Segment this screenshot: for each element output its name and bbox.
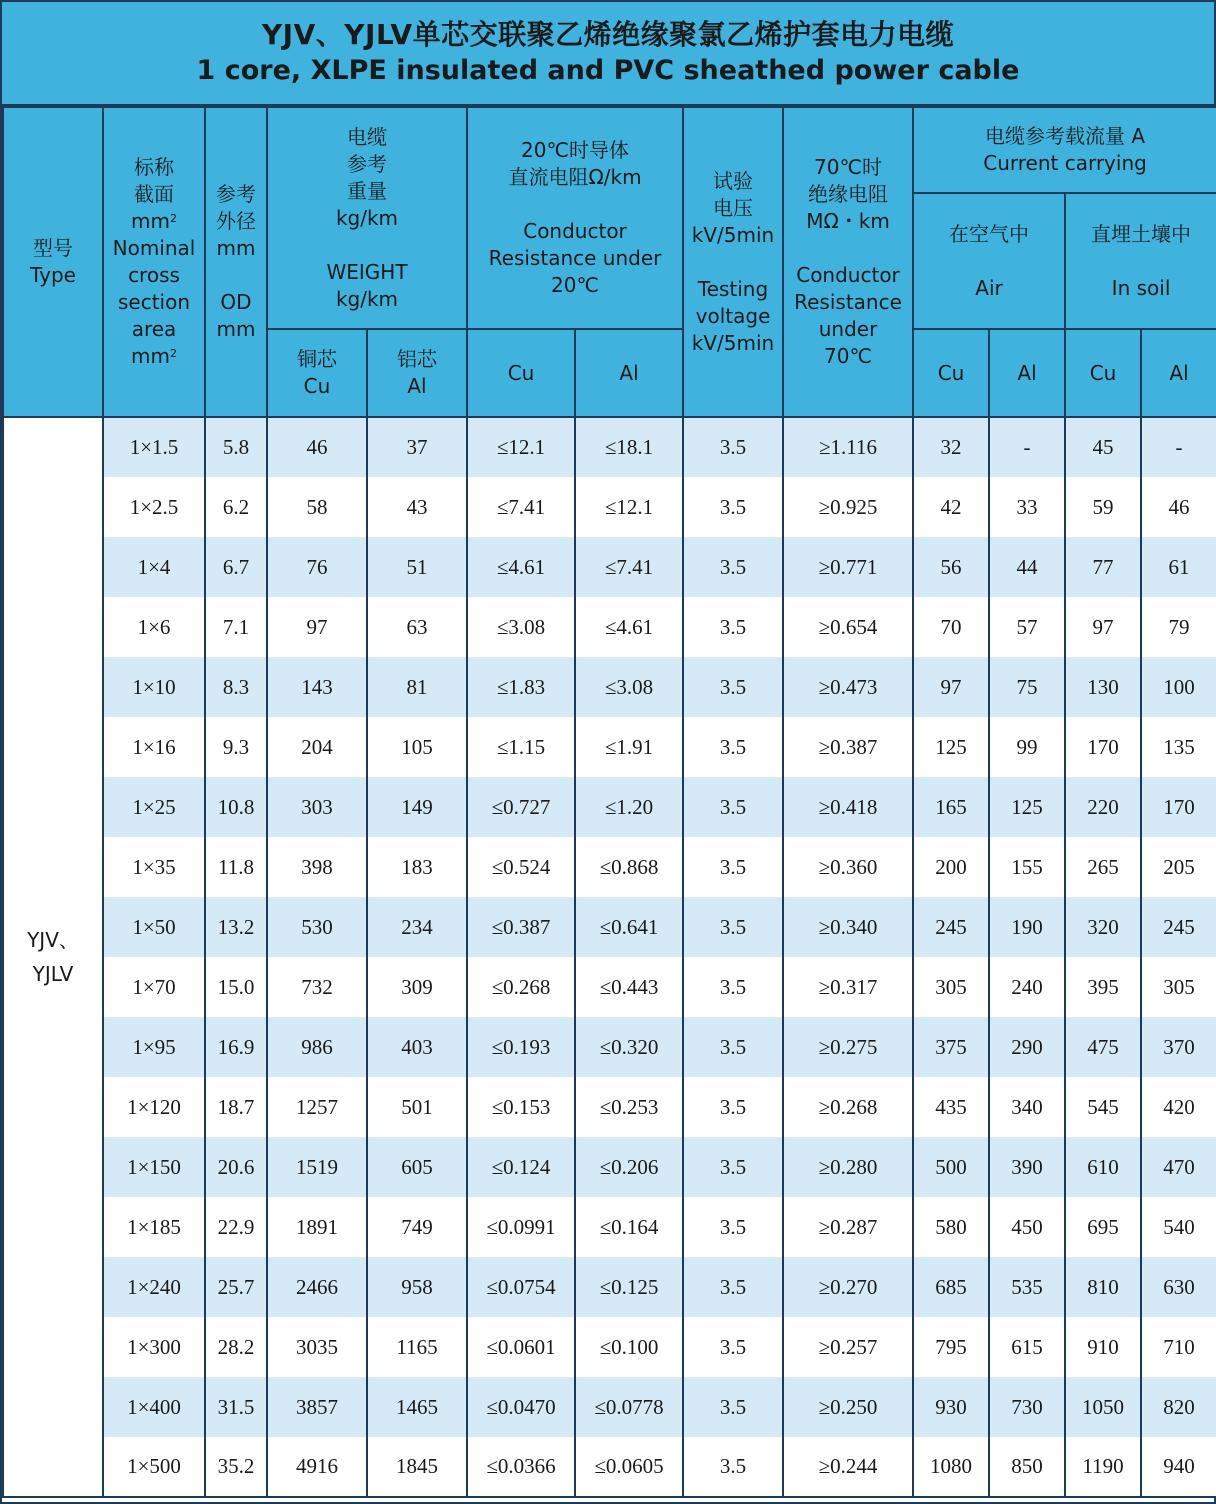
cell-res-cu: ≤0.0601 bbox=[467, 1317, 575, 1377]
cell-soil-cu: 910 bbox=[1065, 1317, 1141, 1377]
header-soil: 直埋土壤中 In soil bbox=[1065, 193, 1216, 329]
type-value-cell: YJV、 YJLV bbox=[3, 417, 103, 1497]
cell-soil-al: 305 bbox=[1141, 957, 1216, 1017]
cell-weight-al: 1845 bbox=[367, 1437, 467, 1497]
cell-test-voltage: 3.5 bbox=[683, 957, 783, 1017]
cell-insulation: ≥0.250 bbox=[783, 1377, 913, 1437]
cell-res-al: ≤0.100 bbox=[575, 1317, 683, 1377]
cell-section: 1×500 bbox=[103, 1437, 205, 1497]
cell-soil-al: 205 bbox=[1141, 837, 1216, 897]
cell-air-al: 450 bbox=[989, 1197, 1065, 1257]
title-chinese: YJV、YJLV单芯交联聚乙烯绝缘聚氯乙烯护套电力电缆 bbox=[261, 18, 955, 51]
cell-soil-al: 170 bbox=[1141, 777, 1216, 837]
cell-soil-cu: 475 bbox=[1065, 1017, 1141, 1077]
cell-res-al: ≤0.320 bbox=[575, 1017, 683, 1077]
cell-res-cu: ≤4.61 bbox=[467, 537, 575, 597]
cell-air-al: 390 bbox=[989, 1137, 1065, 1197]
cell-res-cu: ≤0.268 bbox=[467, 957, 575, 1017]
cell-soil-cu: 320 bbox=[1065, 897, 1141, 957]
cell-soil-cu: 220 bbox=[1065, 777, 1141, 837]
cell-weight-al: 149 bbox=[367, 777, 467, 837]
table-row bbox=[3, 657, 1216, 717]
cell-soil-cu: 97 bbox=[1065, 597, 1141, 657]
cell-air-cu: 165 bbox=[913, 777, 989, 837]
cell-section: 1×4 bbox=[103, 537, 205, 597]
cell-res-al: ≤12.1 bbox=[575, 477, 683, 537]
cell-soil-cu: 130 bbox=[1065, 657, 1141, 717]
cell-res-al: ≤0.641 bbox=[575, 897, 683, 957]
cell-soil-al: 61 bbox=[1141, 537, 1216, 597]
cell-section: 1×185 bbox=[103, 1197, 205, 1257]
cell-weight-al: 63 bbox=[367, 597, 467, 657]
cell-test-voltage: 3.5 bbox=[683, 777, 783, 837]
cell-section: 1×240 bbox=[103, 1257, 205, 1317]
table-row bbox=[3, 1077, 1216, 1137]
header-test-voltage: 试验 电压 kV/5min Testing voltage kV/5min bbox=[683, 107, 783, 417]
cell-res-cu: ≤12.1 bbox=[467, 417, 575, 477]
cell-od: 16.9 bbox=[205, 1017, 267, 1077]
cell-air-cu: 125 bbox=[913, 717, 989, 777]
cell-insulation: ≥0.418 bbox=[783, 777, 913, 837]
cell-weight-cu: 3857 bbox=[267, 1377, 367, 1437]
cell-air-cu: 685 bbox=[913, 1257, 989, 1317]
cell-soil-al: 940 bbox=[1141, 1437, 1216, 1497]
cell-air-al: 33 bbox=[989, 477, 1065, 537]
cell-soil-cu: 45 bbox=[1065, 417, 1141, 477]
table-row bbox=[3, 957, 1216, 1017]
cell-res-cu: ≤0.0470 bbox=[467, 1377, 575, 1437]
cell-section: 1×35 bbox=[103, 837, 205, 897]
cell-test-voltage: 3.5 bbox=[683, 1377, 783, 1437]
cell-weight-al: 605 bbox=[367, 1137, 467, 1197]
cell-res-al: ≤0.125 bbox=[575, 1257, 683, 1317]
header-resistance: 20℃时导体 直流电阻Ω/km Conductor Resistance under 20℃ bbox=[467, 107, 683, 329]
cell-res-cu: ≤1.83 bbox=[467, 657, 575, 717]
cell-air-cu: 375 bbox=[913, 1017, 989, 1077]
cell-od: 9.3 bbox=[205, 717, 267, 777]
cell-air-cu: 580 bbox=[913, 1197, 989, 1257]
cell-res-cu: ≤0.727 bbox=[467, 777, 575, 837]
cell-weight-cu: 3035 bbox=[267, 1317, 367, 1377]
cell-weight-al: 403 bbox=[367, 1017, 467, 1077]
table-body bbox=[3, 417, 1216, 1497]
table-row bbox=[3, 597, 1216, 657]
cell-od: 10.8 bbox=[205, 777, 267, 837]
cell-od: 31.5 bbox=[205, 1377, 267, 1437]
table-row bbox=[3, 837, 1216, 897]
cell-od: 6.2 bbox=[205, 477, 267, 537]
cell-weight-cu: 530 bbox=[267, 897, 367, 957]
header-insulation: 70℃时 绝缘电阻 MΩ・km Conductor Resistance under 70℃ bbox=[783, 107, 913, 417]
cell-od: 5.8 bbox=[205, 417, 267, 477]
cell-weight-cu: 58 bbox=[267, 477, 367, 537]
cell-air-cu: 930 bbox=[913, 1377, 989, 1437]
cell-soil-al: 135 bbox=[1141, 717, 1216, 777]
cell-weight-cu: 76 bbox=[267, 537, 367, 597]
cell-test-voltage: 3.5 bbox=[683, 477, 783, 537]
cell-weight-cu: 143 bbox=[267, 657, 367, 717]
cell-weight-al: 105 bbox=[367, 717, 467, 777]
cell-soil-al: - bbox=[1141, 417, 1216, 477]
cell-res-al: ≤4.61 bbox=[575, 597, 683, 657]
cell-section: 1×2.5 bbox=[103, 477, 205, 537]
cell-weight-al: 51 bbox=[367, 537, 467, 597]
cell-air-al: 44 bbox=[989, 537, 1065, 597]
cell-weight-cu: 4916 bbox=[267, 1437, 367, 1497]
cell-od: 8.3 bbox=[205, 657, 267, 717]
cell-test-voltage: 3.5 bbox=[683, 1077, 783, 1137]
cell-od: 25.7 bbox=[205, 1257, 267, 1317]
cell-od: 28.2 bbox=[205, 1317, 267, 1377]
cell-air-al: 190 bbox=[989, 897, 1065, 957]
cell-air-al: 155 bbox=[989, 837, 1065, 897]
cell-soil-al: 820 bbox=[1141, 1377, 1216, 1437]
cell-test-voltage: 3.5 bbox=[683, 657, 783, 717]
table-row bbox=[3, 537, 1216, 597]
cell-res-cu: ≤0.124 bbox=[467, 1137, 575, 1197]
cell-insulation: ≥0.654 bbox=[783, 597, 913, 657]
cell-air-al: 57 bbox=[989, 597, 1065, 657]
cell-weight-cu: 1257 bbox=[267, 1077, 367, 1137]
header-soil-al: Al bbox=[1141, 329, 1216, 417]
cell-weight-cu: 97 bbox=[267, 597, 367, 657]
cell-insulation: ≥0.387 bbox=[783, 717, 913, 777]
cell-soil-al: 370 bbox=[1141, 1017, 1216, 1077]
cell-insulation: ≥0.275 bbox=[783, 1017, 913, 1077]
cell-soil-cu: 1190 bbox=[1065, 1437, 1141, 1497]
cell-insulation: ≥0.360 bbox=[783, 837, 913, 897]
cell-insulation: ≥0.340 bbox=[783, 897, 913, 957]
cell-air-cu: 795 bbox=[913, 1317, 989, 1377]
table-header bbox=[3, 107, 1216, 417]
table-row bbox=[3, 417, 1216, 477]
cell-air-al: 290 bbox=[989, 1017, 1065, 1077]
header-weight-cu: 铜芯 Cu bbox=[267, 329, 367, 417]
cell-soil-cu: 695 bbox=[1065, 1197, 1141, 1257]
cell-test-voltage: 3.5 bbox=[683, 537, 783, 597]
cell-res-al: ≤0.868 bbox=[575, 837, 683, 897]
cell-weight-cu: 46 bbox=[267, 417, 367, 477]
title-english: 1 core, XLPE insulated and PVC sheathed power cable bbox=[196, 55, 1020, 86]
cell-test-voltage: 3.5 bbox=[683, 717, 783, 777]
cell-res-al: ≤1.91 bbox=[575, 717, 683, 777]
cell-air-cu: 97 bbox=[913, 657, 989, 717]
cell-section: 1×16 bbox=[103, 717, 205, 777]
cell-test-voltage: 3.5 bbox=[683, 1197, 783, 1257]
cell-test-voltage: 3.5 bbox=[683, 1017, 783, 1077]
cell-res-cu: ≤0.193 bbox=[467, 1017, 575, 1077]
cell-test-voltage: 3.5 bbox=[683, 1137, 783, 1197]
cell-air-cu: 1080 bbox=[913, 1437, 989, 1497]
cell-weight-al: 501 bbox=[367, 1077, 467, 1137]
cell-section: 1×70 bbox=[103, 957, 205, 1017]
cell-od: 22.9 bbox=[205, 1197, 267, 1257]
cell-insulation: ≥0.771 bbox=[783, 537, 913, 597]
cell-od: 7.1 bbox=[205, 597, 267, 657]
header-weight-al: 铝芯 Al bbox=[367, 329, 467, 417]
cell-res-al: ≤1.20 bbox=[575, 777, 683, 837]
table-row bbox=[3, 1197, 1216, 1257]
cell-weight-al: 958 bbox=[367, 1257, 467, 1317]
cell-weight-al: 1465 bbox=[367, 1377, 467, 1437]
cell-weight-al: 37 bbox=[367, 417, 467, 477]
cell-res-cu: ≤1.15 bbox=[467, 717, 575, 777]
cell-section: 1×120 bbox=[103, 1077, 205, 1137]
header-res-cu: Cu bbox=[467, 329, 575, 417]
cell-air-cu: 245 bbox=[913, 897, 989, 957]
cell-weight-al: 43 bbox=[367, 477, 467, 537]
cell-air-cu: 435 bbox=[913, 1077, 989, 1137]
cell-insulation: ≥1.116 bbox=[783, 417, 913, 477]
cell-test-voltage: 3.5 bbox=[683, 1437, 783, 1497]
table-row bbox=[3, 1377, 1216, 1437]
cell-air-al: 125 bbox=[989, 777, 1065, 837]
cell-od: 13.2 bbox=[205, 897, 267, 957]
cell-od: 15.0 bbox=[205, 957, 267, 1017]
header-soil-cu: Cu bbox=[1065, 329, 1141, 417]
cell-air-al: 240 bbox=[989, 957, 1065, 1017]
cell-air-cu: 32 bbox=[913, 417, 989, 477]
cell-res-cu: ≤0.0991 bbox=[467, 1197, 575, 1257]
cell-res-cu: ≤7.41 bbox=[467, 477, 575, 537]
cell-res-al: ≤0.443 bbox=[575, 957, 683, 1017]
cell-section: 1×6 bbox=[103, 597, 205, 657]
cell-section: 1×10 bbox=[103, 657, 205, 717]
cell-soil-cu: 545 bbox=[1065, 1077, 1141, 1137]
table-row bbox=[3, 777, 1216, 837]
cell-air-al: 535 bbox=[989, 1257, 1065, 1317]
header-air: 在空气中 Air bbox=[913, 193, 1065, 329]
cell-weight-cu: 303 bbox=[267, 777, 367, 837]
cell-soil-cu: 77 bbox=[1065, 537, 1141, 597]
cell-air-cu: 305 bbox=[913, 957, 989, 1017]
cell-res-al: ≤0.0605 bbox=[575, 1437, 683, 1497]
cell-air-al: 75 bbox=[989, 657, 1065, 717]
cell-section: 1×1.5 bbox=[103, 417, 205, 477]
cell-test-voltage: 3.5 bbox=[683, 1317, 783, 1377]
cell-air-cu: 42 bbox=[913, 477, 989, 537]
header-weight: 电缆 参考 重量 kg/km WEIGHT kg/km bbox=[267, 107, 467, 329]
cell-weight-cu: 398 bbox=[267, 837, 367, 897]
header-res-al: Al bbox=[575, 329, 683, 417]
cell-weight-cu: 2466 bbox=[267, 1257, 367, 1317]
cell-res-cu: ≤0.387 bbox=[467, 897, 575, 957]
table-row bbox=[3, 1257, 1216, 1317]
header-current: 电缆参考载流量 A Current carrying bbox=[913, 107, 1216, 193]
cell-air-cu: 200 bbox=[913, 837, 989, 897]
cell-air-al: 99 bbox=[989, 717, 1065, 777]
cell-res-al: ≤18.1 bbox=[575, 417, 683, 477]
cell-weight-cu: 1519 bbox=[267, 1137, 367, 1197]
cell-soil-cu: 59 bbox=[1065, 477, 1141, 537]
cell-section: 1×95 bbox=[103, 1017, 205, 1077]
cell-res-cu: ≤0.524 bbox=[467, 837, 575, 897]
cell-soil-al: 710 bbox=[1141, 1317, 1216, 1377]
table-row bbox=[3, 477, 1216, 537]
cell-air-al: 730 bbox=[989, 1377, 1065, 1437]
cell-weight-al: 81 bbox=[367, 657, 467, 717]
cell-air-al: - bbox=[989, 417, 1065, 477]
cell-test-voltage: 3.5 bbox=[683, 837, 783, 897]
cell-section: 1×25 bbox=[103, 777, 205, 837]
cell-test-voltage: 3.5 bbox=[683, 417, 783, 477]
cell-insulation: ≥0.257 bbox=[783, 1317, 913, 1377]
cell-soil-al: 630 bbox=[1141, 1257, 1216, 1317]
cell-soil-al: 540 bbox=[1141, 1197, 1216, 1257]
cell-res-cu: ≤0.0754 bbox=[467, 1257, 575, 1317]
cell-soil-al: 46 bbox=[1141, 477, 1216, 537]
cable-spec-table bbox=[2, 106, 1216, 1498]
cell-soil-al: 470 bbox=[1141, 1137, 1216, 1197]
cell-insulation: ≥0.268 bbox=[783, 1077, 913, 1137]
cell-weight-al: 309 bbox=[367, 957, 467, 1017]
cell-soil-cu: 265 bbox=[1065, 837, 1141, 897]
cell-section: 1×50 bbox=[103, 897, 205, 957]
cell-air-al: 850 bbox=[989, 1437, 1065, 1497]
header-section: 标称 截面 $mm^2$ Nominal cross section area $mm^2$ bbox=[103, 107, 205, 417]
cell-test-voltage: 3.5 bbox=[683, 597, 783, 657]
cell-od: 11.8 bbox=[205, 837, 267, 897]
cell-res-cu: ≤0.153 bbox=[467, 1077, 575, 1137]
cell-section: 1×300 bbox=[103, 1317, 205, 1377]
cell-air-cu: 56 bbox=[913, 537, 989, 597]
cell-insulation: ≥0.925 bbox=[783, 477, 913, 537]
cell-od: 20.6 bbox=[205, 1137, 267, 1197]
cell-soil-cu: 810 bbox=[1065, 1257, 1141, 1317]
cell-insulation: ≥0.287 bbox=[783, 1197, 913, 1257]
cell-res-al: ≤7.41 bbox=[575, 537, 683, 597]
cell-test-voltage: 3.5 bbox=[683, 897, 783, 957]
table-row bbox=[3, 897, 1216, 957]
table-row bbox=[3, 1137, 1216, 1197]
cell-soil-cu: 610 bbox=[1065, 1137, 1141, 1197]
cell-section: 1×400 bbox=[103, 1377, 205, 1437]
cell-soil-al: 79 bbox=[1141, 597, 1216, 657]
table-row bbox=[3, 1017, 1216, 1077]
cell-weight-al: 183 bbox=[367, 837, 467, 897]
cell-insulation: ≥0.270 bbox=[783, 1257, 913, 1317]
cell-res-al: ≤0.0778 bbox=[575, 1377, 683, 1437]
cell-weight-al: 1165 bbox=[367, 1317, 467, 1377]
header-air-cu: Cu bbox=[913, 329, 989, 417]
cell-weight-cu: 204 bbox=[267, 717, 367, 777]
cell-insulation: ≥0.317 bbox=[783, 957, 913, 1017]
cell-section: 1×150 bbox=[103, 1137, 205, 1197]
cell-air-cu: 500 bbox=[913, 1137, 989, 1197]
cell-weight-al: 234 bbox=[367, 897, 467, 957]
cell-air-cu: 70 bbox=[913, 597, 989, 657]
cell-od: 18.7 bbox=[205, 1077, 267, 1137]
cell-od: 35.2 bbox=[205, 1437, 267, 1497]
cell-weight-al: 749 bbox=[367, 1197, 467, 1257]
table-row bbox=[3, 1317, 1216, 1377]
header-type: 型号 Type bbox=[3, 107, 103, 417]
cell-soil-al: 245 bbox=[1141, 897, 1216, 957]
cell-insulation: ≥0.473 bbox=[783, 657, 913, 717]
header-air-al: Al bbox=[989, 329, 1065, 417]
cell-soil-cu: 170 bbox=[1065, 717, 1141, 777]
cell-air-al: 340 bbox=[989, 1077, 1065, 1137]
cell-res-cu: ≤3.08 bbox=[467, 597, 575, 657]
header-od: 参考 外径 mm OD mm bbox=[205, 107, 267, 417]
cell-res-al: ≤3.08 bbox=[575, 657, 683, 717]
cell-weight-cu: 1891 bbox=[267, 1197, 367, 1257]
cell-soil-al: 420 bbox=[1141, 1077, 1216, 1137]
cell-soil-cu: 395 bbox=[1065, 957, 1141, 1017]
cell-soil-al: 100 bbox=[1141, 657, 1216, 717]
cell-weight-cu: 986 bbox=[267, 1017, 367, 1077]
cell-res-al: ≤0.206 bbox=[575, 1137, 683, 1197]
table-row bbox=[3, 1437, 1216, 1497]
cell-res-al: ≤0.253 bbox=[575, 1077, 683, 1137]
cell-soil-cu: 1050 bbox=[1065, 1377, 1141, 1437]
cell-insulation: ≥0.244 bbox=[783, 1437, 913, 1497]
cell-insulation: ≥0.280 bbox=[783, 1137, 913, 1197]
cell-res-cu: ≤0.0366 bbox=[467, 1437, 575, 1497]
cell-res-al: ≤0.164 bbox=[575, 1197, 683, 1257]
cell-air-al: 615 bbox=[989, 1317, 1065, 1377]
title-bar bbox=[2, 2, 1214, 106]
cell-od: 6.7 bbox=[205, 537, 267, 597]
table-row bbox=[3, 717, 1216, 777]
cell-test-voltage: 3.5 bbox=[683, 1257, 783, 1317]
cell-weight-cu: 732 bbox=[267, 957, 367, 1017]
